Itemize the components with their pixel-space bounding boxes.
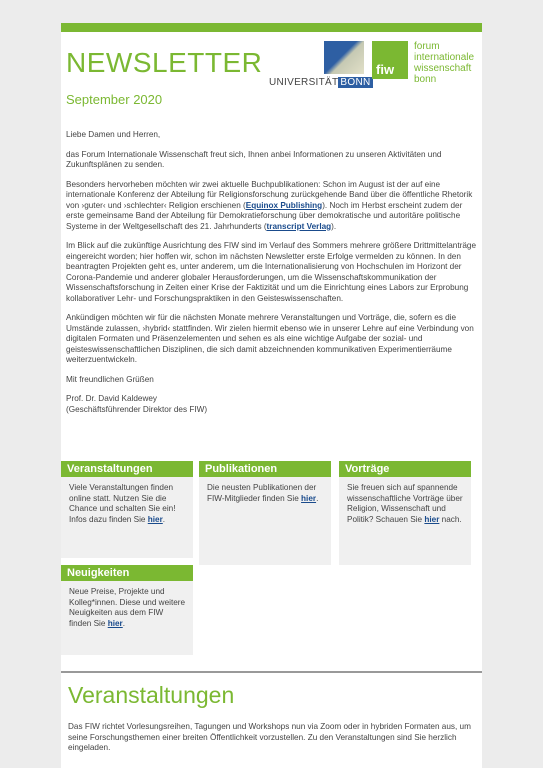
teaser-vortraege <box>339 454 471 565</box>
teaser-text: Die neusten Publikationen der FIW-Mitglieder finden Sie hier. <box>207 483 319 503</box>
signature <box>66 394 477 415</box>
newsletter-date: September 2020 <box>66 92 163 107</box>
letter-paragraph-intro: das Forum Internationale Wissenschaft freut sich, Ihnen anbei Informationen zu unseren Aktivitäten und Zukunftsplänen zu senden. <box>66 149 442 169</box>
greeting: Liebe Damen und Herren, <box>66 130 161 139</box>
letter-paragraph-events: Ankündigen möchten wir für die nächsten Monate mehrere Veranstaltungen und Vorträge, die, sofern es die Umstände zulassen, ›hybrid‹ stattfinden. Wir zielen hiermit ebenso wie in unserer Lehre auf eine Verbindung von digitalen Formaten und Präsenzelementen und sehen es als eine wichtige Aufgabe der sozial- und geisteswissenschaftlichen Disziplinen, die sich damit abzeichnenden kommunikativen Experimentierräume weiterzuentwickeln. <box>66 313 474 364</box>
section-divider <box>61 671 482 673</box>
newsletter-page <box>61 23 482 768</box>
section-text: Das FIW richtet Vorlesungsreihen, Tagungen und Workshops nun via Zoom oder in hybriden Formaten aus, um seine Forschungsthemen einer breiten Öffentlichkeit vorzustellen. Zu den Veranstaltungen sind Sie herzlich eingeladen. <box>68 722 471 752</box>
editorial-letter <box>61 110 482 415</box>
newsletter-header <box>61 32 482 110</box>
teaser-publikationen <box>199 454 331 565</box>
letter-paragraph-funding: Im Blick auf die zukünftige Ausrichtung des FIW sind im Verlauf des Sommers mehrere größere Drittmittelanträge eingereicht worden; hier hoffen wir, schon im nächsten Newsletter erste Erfolge vermelden zu können. In den beantragten Projekten geht es, unter anderem, um die Internationalisierung von Hochschulen im Horizont der Corona-Pandemie und anderer globaler Herausforderungen, um die Wissenschaftskommunikation der Wissenschaftsforschung in Zeiten einer Krise der Faktizität und um die Einrichtung eines Labors zur Erprobung kollaborativer Lehr- und Forschungspraktiken in den Geisteswissenschaften. <box>66 241 476 303</box>
university-logo-text: UNIVERSITÄT BONN <box>269 77 371 88</box>
letter-paragraph-publications: Besonders hervorheben möchten wir zwei aktuelle Buchpublikationen: Schon im August ist der auf eine internationale Konferenz der Abteilung für Religionsforschung zurückgehende Band über die öffentliche Rhetorik von ›guter‹ und ›schlechter‹ Religion erschienen (Equinox Publishing). Noch im Herbst erscheint zudem der erste gemeinsame Band der Abteilung für Demokratieforschung über demokratische und autoritäre politische Systeme in der Weltgesellschaft des 21. Jahrhunderts (transcript Verlag). <box>66 179 473 231</box>
publikationen-link[interactable]: hier <box>301 493 317 503</box>
signature-name: Prof. Dr. David Kaldewey <box>66 394 158 403</box>
veranstaltungen-link[interactable]: hier <box>147 514 163 524</box>
teaser-text: Viele Veranstaltungen finden online statt. Nutzen Sie die Chance und schalten Sie ein! Infos dazu finden Sie hier. <box>69 483 176 524</box>
fiw-logo[interactable] <box>372 41 480 89</box>
teaser-text: Sie freuen sich auf spannende wissenschaftliche Vorträge über Religion, Wissenschaft und Politik? Schauen Sie hier nach. <box>347 483 463 524</box>
fiw-logo-mark: fiw <box>372 41 408 79</box>
fiw-logo-name: forum internationale wissenschaft bonn <box>414 41 475 85</box>
teaser-title: Vorträge <box>339 461 471 477</box>
teaser-neuigkeiten <box>61 558 193 655</box>
university-logo-graphic <box>324 41 364 74</box>
equinox-publishing-link[interactable]: Equinox Publishing <box>245 200 323 210</box>
university-bonn-logo[interactable] <box>269 41 371 89</box>
signature-role: (Geschäftsführender Direktor des FIW) <box>66 404 208 414</box>
teaser-title: Veranstaltungen <box>61 461 193 477</box>
closing: Mit freundlichen Grüßen <box>66 374 154 384</box>
transcript-verlag-link[interactable]: transcript Verlag <box>266 221 332 231</box>
vortraege-link[interactable]: hier <box>424 514 440 524</box>
teaser-veranstaltungen <box>61 454 193 565</box>
teaser-title: Publikationen <box>199 461 331 477</box>
neuigkeiten-link[interactable]: hier <box>107 618 123 628</box>
newsletter-title: NEWSLETTER <box>66 47 263 78</box>
section-title: Veranstaltungen <box>68 682 235 708</box>
teaser-title: Neuigkeiten <box>61 565 193 581</box>
top-accent-bar <box>61 23 482 32</box>
teaser-text: Neue Preise, Projekte und Kolleg*innen. Diese und weitere Neuigkeiten aus dem FIW finden Sie hier. <box>69 587 186 628</box>
